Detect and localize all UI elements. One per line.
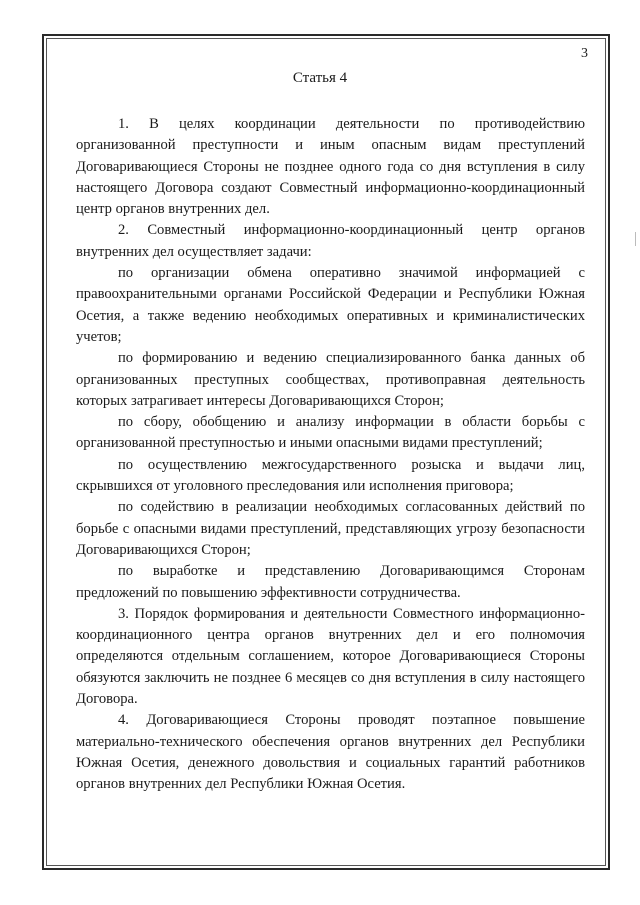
task-item-3: по сбору, обобщению и анализу информации в области борьбы с организованной преступностью и иными опасными видами преступлений; <box>76 414 585 452</box>
task-item-5: по содействию в реализации необходимых согласованных действий по борьбе с опасными видами преступлений, представляющих угрозу безопасности Договаривающихся Сторон; <box>76 499 585 558</box>
paragraph-4: 4. Договаривающиеся Стороны проводят поэтапное повышение материально-технического обеспечения органов внутренних дел Республики Южная Осетия, денежного довольствия и социальных гарантий работников органов внутренних дел Республики Южная Осетия. <box>76 712 585 793</box>
page-number: 3 <box>581 46 588 61</box>
paragraph-3: 3. Порядок формирования и деятельности Совместного информационно-координационного центра органов внутренних дел и его полномочия определяются отдельным соглашением, которое Договаривающиеся Стороны обязуются заключить не позднее 6 месяцев со дня вступления в силу настоящего Договора. <box>76 605 585 708</box>
paragraph-2: 2. Совместный информационно-координационный центр органов внутренних дел осуществляет задачи: <box>76 222 585 260</box>
article-heading: Статья 4 <box>292 70 348 86</box>
task-item-6: по выработке и представлению Договаривающимся Сторонам предложений по повышению эффективности сотрудничества. <box>76 563 585 601</box>
scan-mark <box>635 232 636 246</box>
task-item-2: по формированию и ведению специализированного банка данных об организованных преступных сообществах, противоправная деятельность которых затрагивает интересы Договаривающихся Сторон; <box>76 350 585 409</box>
task-item-1: по организации обмена оперативно значимой информацией с правоохранительными органами Российской Федерации и Республики Южная Осетия, а также ведению необходимых оперативных и криминалистических учетов; <box>76 265 585 345</box>
paragraph-1: 1. В целях координации деятельности по противодействию организованной преступности и иным опасным видам преступлений Договаривающиеся Стороны не позднее одного года со дня вступления в силу настоящего Договора создают Совместный информационно-координационный центр органов внутренних дел. <box>76 116 585 218</box>
task-item-4: по осуществлению межгосударственного розыска и выдачи лиц, скрывшихся от уголовного преследования или исполнения приговора; <box>76 456 585 495</box>
article-body <box>76 114 585 796</box>
